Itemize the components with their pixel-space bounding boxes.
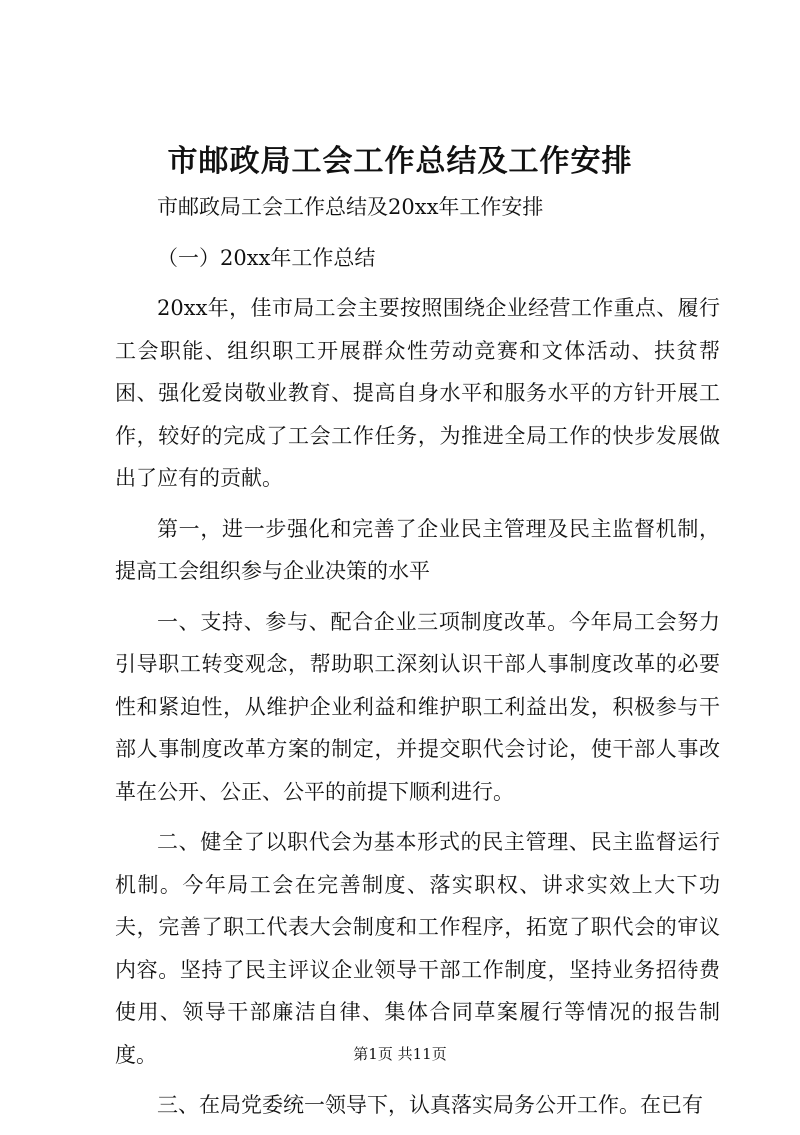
- body-paragraph: 第一，进一步强化和完善了企业民主管理及民主监督机制，提高工会组织参与企业决策的水平: [115, 516, 720, 583]
- section-heading: （一）20xx年工作总结: [157, 245, 376, 270]
- document-body: [115, 186, 720, 1135]
- body-paragraph: 一、支持、参与、配合企业三项制度改革。今年局工会努力引导职工转变观念，帮助职工深刻认识干部人事制度改革的必要性和紧迫性，从维护企业利益和维护职工利益出发，积极参与干部人事制度改革方案的制定，并提交职代会讨论，使干部人事改革在公开、公正、公平的前提下顺利进行。: [115, 609, 720, 804]
- body-paragraph: 二、健全了以职代会为基本形式的民主管理、民主监督运行机制。今年局工会在完善制度、落实职权、讲求实效上大下功夫，完善了职工代表大会制度和工作程序，拓宽了职代会的审议内容。坚持了民主评议企业领导干部工作制度，坚持业务招待费使用、领导干部廉洁自律、集体合同草案履行等情况的报告制度。: [115, 830, 720, 1067]
- body-paragraph: 三、在局党委统一领导下，认真落实局务公开工作。在已有: [157, 1093, 703, 1117]
- subtitle-paragraph: 市邮政局工会工作总结及20xx年工作安排: [157, 195, 544, 219]
- page-number-footer: 第1页 共11页: [353, 1045, 447, 1063]
- document-title: 市邮政局工会工作总结及工作安排: [167, 144, 633, 179]
- body-paragraph: 20xx年，佳市局工会主要按照围绕企业经营工作重点、履行工会职能、组织职工开展群众性劳动竞赛和文体活动、扶贫帮困、强化爱岗敬业教育、提高自身水平和服务水平的方针开展工作，较好的完成了工会工作任务，为推进全局工作的快步发展做出了应有的贡献。: [115, 296, 720, 490]
